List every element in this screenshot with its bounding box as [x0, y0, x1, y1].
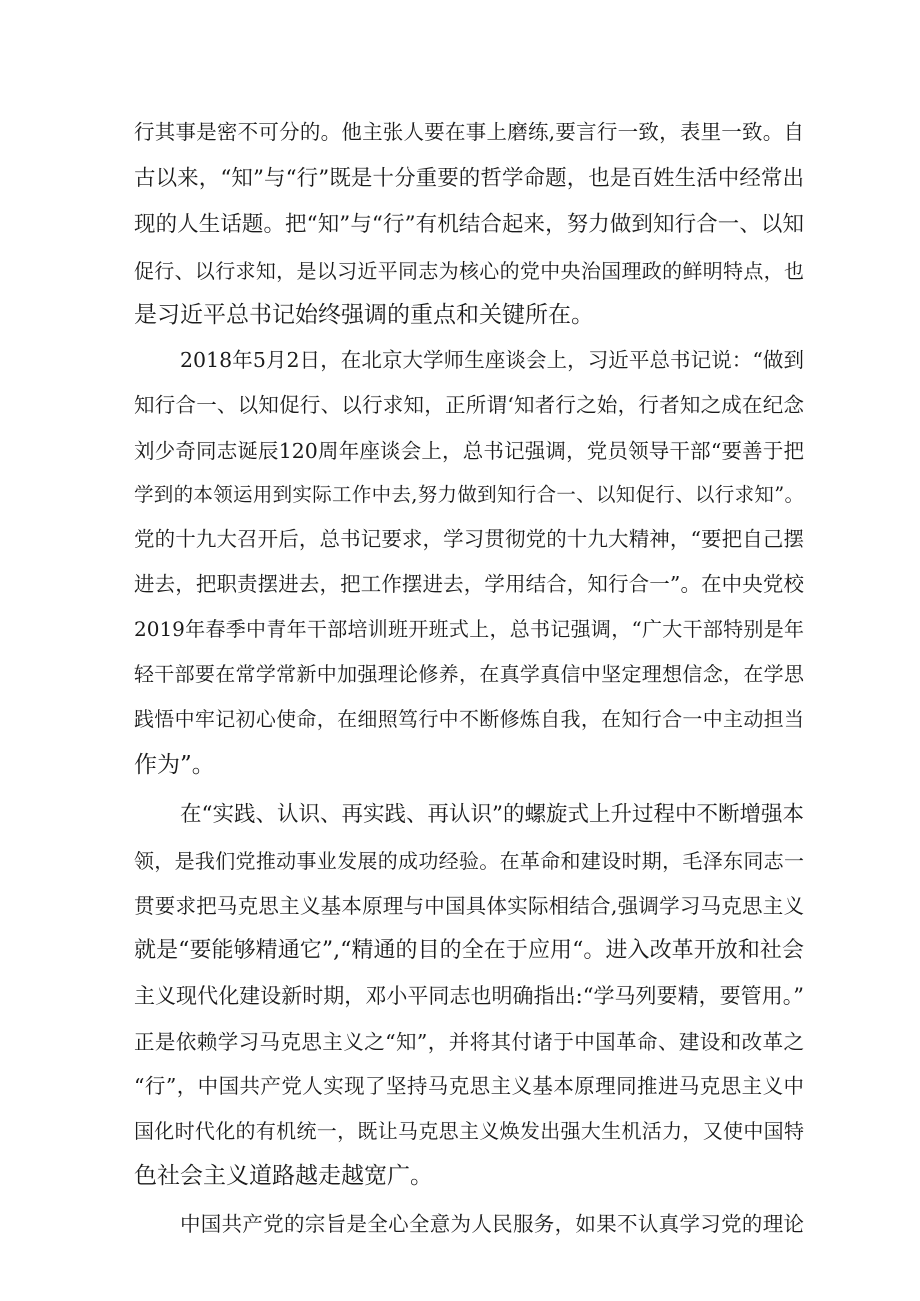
paragraph-1-line-5: 是习近平总书记始终强调的重点和关键所在。 — [134, 302, 594, 328]
paragraph-2-line-10: 作为”。 — [134, 752, 215, 778]
paragraph-3-line-7: “行”，中国共产党人实现了坚持马克思主义基本原理同推进马克思主义中 — [134, 1074, 804, 1098]
paragraph-2-line-1: 2018年5月2日，在北京大学师生座谈会上，习近平总书记说：“做到 — [180, 348, 804, 372]
paragraph-3-line-5: 主义现代化建设新时期，邓小平同志也明确指出:“学马列要精，要管用。” — [134, 984, 804, 1008]
paragraph-2-line-6: 进去，把职责摆进去，把工作摆进去，学用结合，知行合一”。在中央党校 — [134, 572, 804, 596]
paragraph-2-line-8: 轻干部要在常学常新中加强理论修养，在真学真信中坚定理想信念，在学思 — [134, 662, 804, 686]
paragraph-1-line-4: 促行、以行求知，是以习近平同志为核心的党中央治国理政的鲜明特点，也 — [134, 259, 804, 283]
paragraph-3-line-1: 在“实践、认识、再实践、再认识”的螺旋式上升过程中不断增强本 — [180, 802, 804, 827]
paragraph-3-line-3: 贯要求把马克思主义基本原理与中国具体实际相结合,强调学习马克思主义 — [134, 894, 804, 918]
paragraph-1-line-2: 古以来，“知”与“行”既是十分重要的哲学命题，也是百姓生活中经常出 — [134, 166, 804, 191]
paragraph-4-line-1: 中国共产党的宗旨是全心全意为人民服务，如果不认真学习党的理论 — [180, 1212, 804, 1236]
paragraph-2-line-2: 知行合一、以知促行、以行求知，正所谓‘知者行之始，行者知之成在纪念 — [134, 393, 804, 417]
paragraph-2-line-9: 践悟中牢记初心使命，在细照笃行中不断修炼自我，在知行合一中主动担当 — [134, 707, 804, 731]
paragraph-2-line-3: 刘少奇同志诞辰120周年座谈会上，总书记强调，党员领导干部“要善于把 — [134, 439, 804, 463]
paragraph-3-line-2: 领，是我们党推动事业发展的成功经验。在革命和建设时期，毛泽东同志一 — [134, 849, 804, 873]
paragraph-2-line-7: 2019年春季中青年干部培训班开班式上，总书记强调，“广大干部特别是年 — [134, 617, 804, 641]
paragraph-2-line-4: 学到的本领运用到实际工作中去,努力做到知行合一、以知促行、以行求知”。 — [134, 483, 804, 506]
paragraph-3-line-8: 国化时代化的有机统一，既让马克思主义焕发出强大生机活力，又使中国特 — [134, 1119, 804, 1143]
paragraph-1-line-3: 现的人生话题。把“知”与“行”有机结合起来，努力做到知行合一、以知 — [134, 212, 804, 237]
paragraph-3-line-6: 正是依赖学习马克思主义之“知”，并将其付诸于中国革命、建设和改革之 — [134, 1030, 804, 1054]
paragraph-2-line-5: 党的十九大召开后，总书记要求，学习贯彻党的十九大精神，“要把自己摆 — [134, 527, 804, 551]
paragraph-3-line-4: 就是“要能够精通它”,“精通的目的全在于应用“。进入改革开放和社会 — [134, 938, 804, 963]
paragraph-1-line-1: 行其事是密不可分的。他主张人要在事上磨练,要言行一致，表里一致。自 — [134, 120, 804, 144]
paragraph-3-line-9: 色社会主义道路越走越宽广。 — [134, 1163, 433, 1189]
